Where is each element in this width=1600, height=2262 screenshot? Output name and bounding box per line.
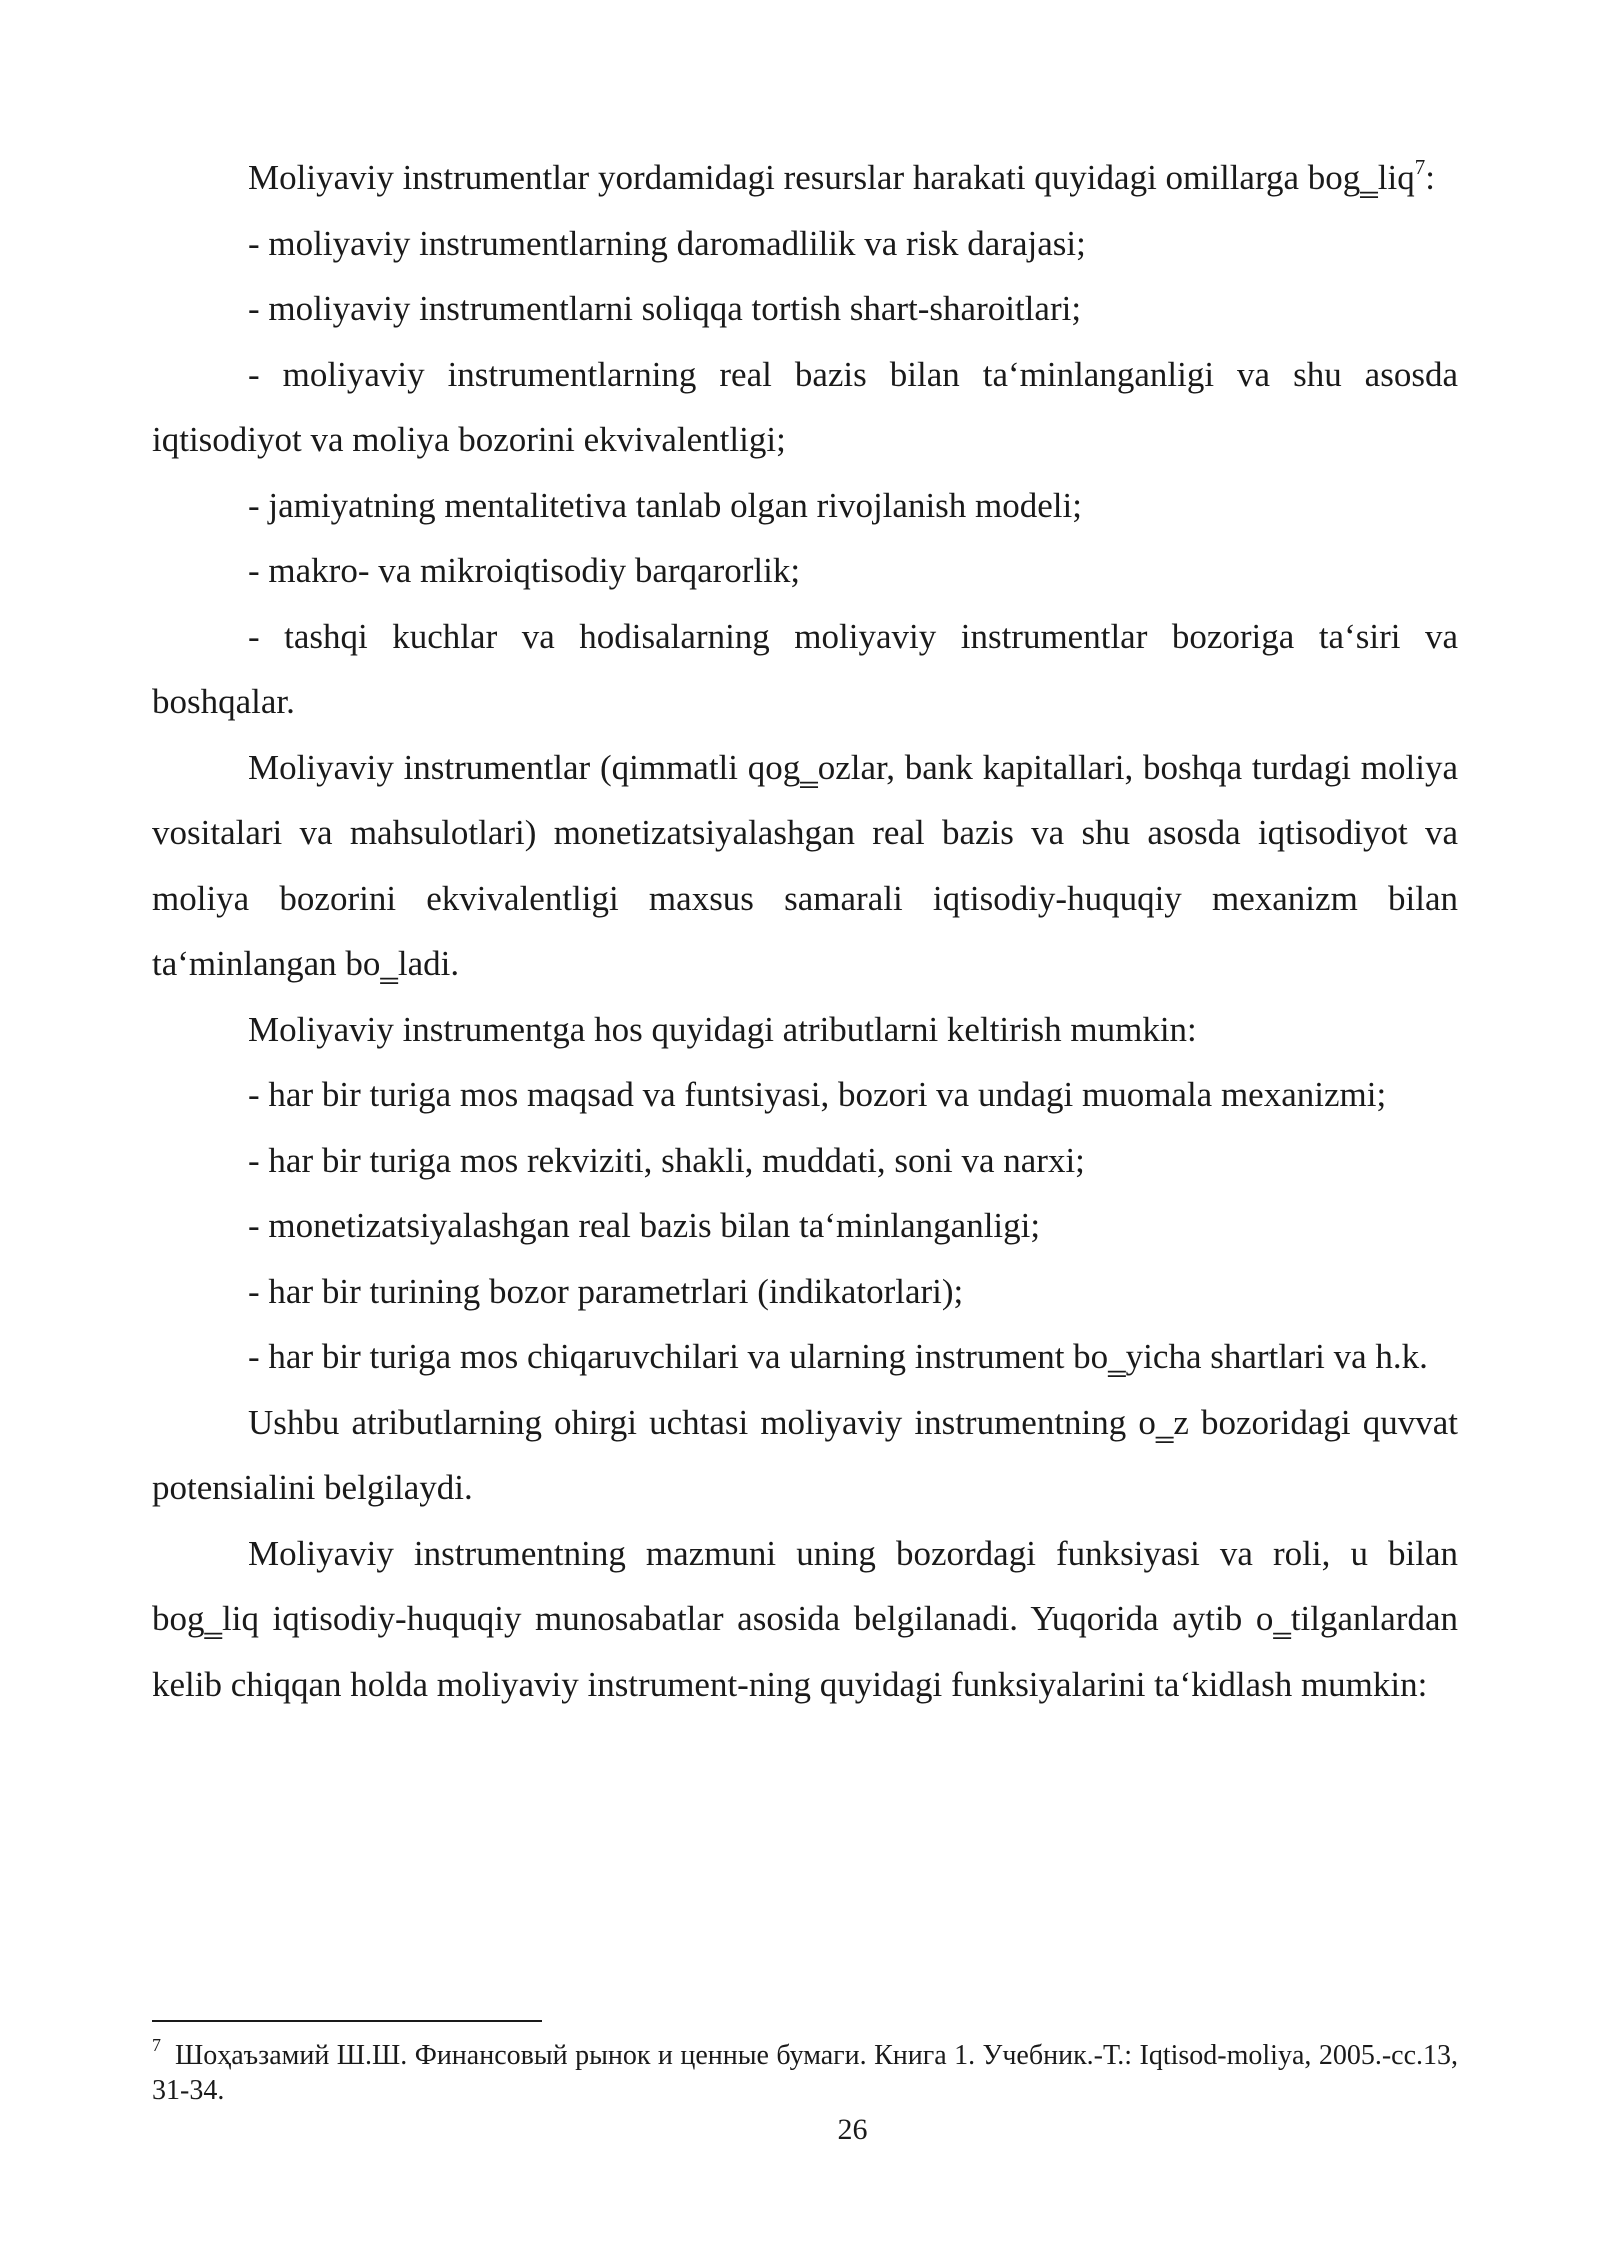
paragraph: Moliyaviy instrumentga hos quyidagi atributlarni keltirish mumkin:	[248, 1009, 1197, 1049]
paragraph-punctuation: :	[1425, 158, 1435, 197]
page-number: 26	[837, 2113, 868, 2146]
paragraph: Ushbu atributlarning ohirgi uchtasi moliyaviy instrumentning o‗z bozoridagi quvvat potensialini belgilaydi.	[152, 1402, 1458, 1507]
footnote-text: Шоҳаъзамий Ш.Ш. Финансовый рынок и ценные бумаги. Книга 1. Учебник.-Т.: Iqtisod-moliya, 2005.-сс.13, 31-34.	[152, 2040, 1458, 2106]
footnote-separator	[152, 2020, 542, 2022]
list-item: - har bir turiga mos rekviziti, shakli, muddati, soni va narxi;	[248, 1140, 1085, 1180]
list-item: - makro- va mikroiqtisodiy barqarorlik;	[248, 551, 801, 590]
list-item: - moliyaviy instrumentlarning daromadlilik va risk darajasi;	[248, 223, 1086, 263]
list-item: - tashqi kuchlar va hodisalarning moliyaviy instrumentlar bozoriga ta‘siri va boshqalar.	[152, 616, 1458, 721]
list-item: - moliyaviy instrumentlarni soliqqa tortish shart-sharoitlari;	[248, 289, 1082, 328]
footnote-reference[interactable]: 7	[1414, 155, 1426, 179]
list-item: - har bir turining bozor parametrlari (indikatorlari);	[248, 1271, 964, 1311]
list-item: - monetizatsiyalashgan real bazis bilan ta‘minlanganligi;	[248, 1206, 1041, 1245]
paragraph: Moliyaviy instrumentning mazmuni uning bozordagi funksiyasi va roli, u bilan bog‗liq iqtisodiy-huquqiy munosabatlar asosida belgilanadi. Yuqorida aytib o‗tilganlardan kelib chiqqan holda moliyaviy instrument-ning quyidagi funksiyalarini ta‘kidlash mumkin:	[152, 1533, 1458, 1704]
list-item: - jamiyatning mentalitetiva tanlab olgan rivojlanish modeli;	[248, 485, 1082, 525]
footnote	[152, 2035, 1458, 2108]
body-text	[152, 145, 1458, 1717]
list-item: - moliyaviy instrumentlarning real bazis bilan ta‘minlanganligi va shu asosda iqtisodiyot va moliya bozorini ekvivalentligi;	[152, 354, 1458, 459]
paragraph: Moliyaviy instrumentlar (qimmatli qog‗ozlar, bank kapitallari, boshqa turdagi moliya vositalari va mahsulotlari) monetizatsiyalashgan real bazis va shu asosda iqtisodiyot va moliya bozorini ekvivalentligi maxsus samarali iqtisodiy-huquqiy mexanizm bilan ta‘minlangan bo‗ladi.	[152, 747, 1458, 983]
list-item: - har bir turiga mos maqsad va funtsiyasi, bozori va undagi muomala mexanizmi;	[248, 1075, 1387, 1114]
page-content	[152, 145, 1458, 1717]
list-item: - har bir turiga mos chiqaruvchilari va ularning instrument bo‗yicha shartlari va h.k.	[248, 1337, 1428, 1376]
paragraph-intro	[152, 145, 1458, 211]
footnote-number: 7	[152, 2035, 161, 2055]
paragraph-text: Moliyaviy instrumentlar yordamidagi resurslar harakati quyidagi omillarga bog‗liq	[248, 158, 1415, 197]
